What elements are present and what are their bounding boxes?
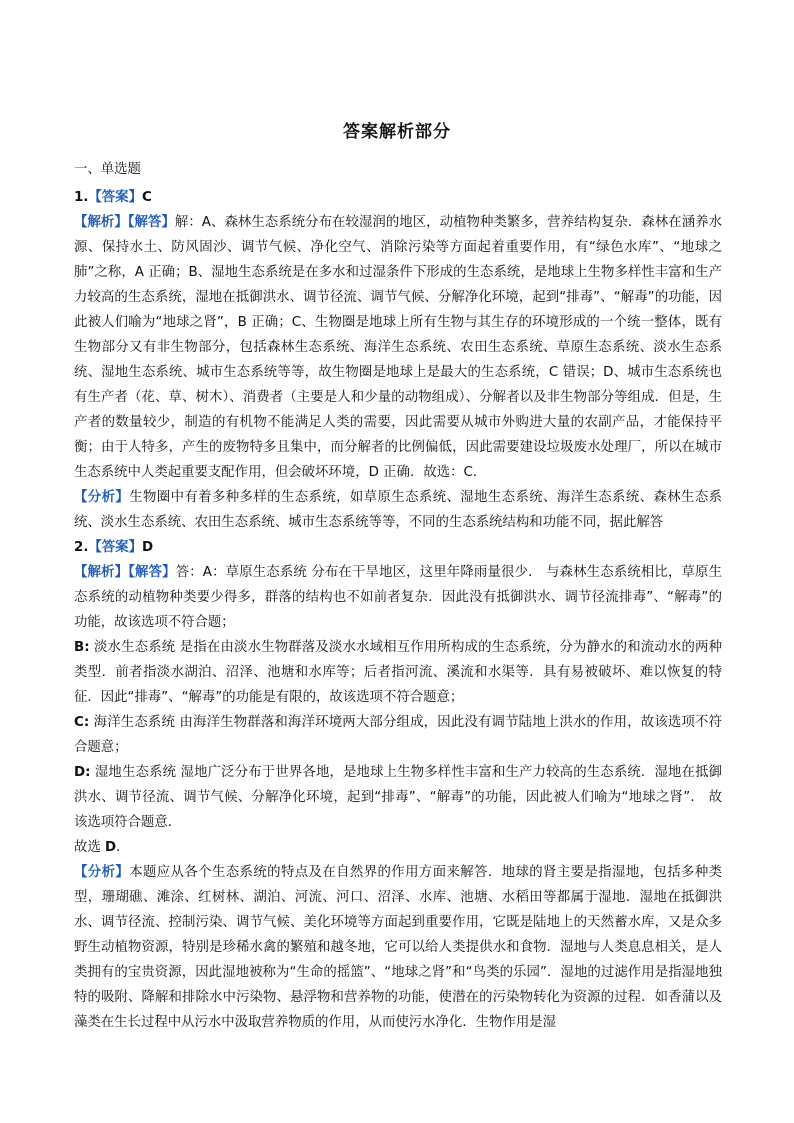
- document-body: [74, 157, 722, 1035]
- q2-conclusion: [74, 835, 722, 860]
- q1-analysis-tag: 【解析】: [74, 215, 128, 230]
- q1-analysis: [74, 210, 722, 485]
- q2-para-b-label: B:: [74, 640, 90, 655]
- q1-number: 1.: [74, 190, 89, 205]
- q1-fenxi-tag: 【分析】: [74, 490, 130, 505]
- q2-analysis-c: [74, 710, 722, 760]
- page-title: 答案解析部分: [343, 122, 451, 142]
- q2-analysis-d: [74, 760, 722, 835]
- q2-answer-tag: 【答案】: [88, 540, 142, 555]
- q2-analysis-b: [74, 635, 722, 710]
- q2-conclusion-suffix: ．: [116, 840, 130, 855]
- q2-para-c-label: C:: [74, 715, 90, 730]
- q1-fenxi-text: 生物圈中有着多种多样的生态系统，如草原生态系统、湿地生态系统、海洋生态系统、森林生态系统、淡水生态系统、农田生态系统、城市生态系统等等，不同的生态系统结构和功能不同，据此解答: [74, 490, 723, 530]
- q2-para-d-label: D:: [74, 765, 91, 780]
- q2-para-d: 湿地生态系统 湿地广泛分布于世界各地，是地球上生物多样性丰富和生产力较高的生态系统．湿地在抵御洪水、调节径流、调节气候、分解净化环境，起到“排毒”、“解毒”的功能，因此被人们喻为“地球之肾”． 故该选项符合题意．: [74, 765, 722, 830]
- q2-para-b: 淡水生态系统 是指在由淡水生物群落及淡水水域相互作用所构成的生态系统，分为静水的和流动水的两种类型．前者指淡水湖泊、沼泽、池塘和水库等；后者指河流、溪流和水渠等．具有易被破坏、难以恢复的特征．因此“排毒”、“解毒”的功能是有限的，故该选项不符合题意；: [74, 640, 722, 705]
- section-heading: 一、单选题: [74, 162, 141, 177]
- q2-analysis-a: [74, 560, 722, 635]
- q2-solve-tag: 【解答】: [128, 565, 176, 580]
- q1-answer-line: [74, 185, 722, 210]
- q2-conclusion-prefix: 故选: [74, 840, 106, 855]
- q2-para-a: 答：A：草原生态系统 分布在干旱地区，这里年降雨量很少． 与森林生态系统相比，草原生态系统的动植物种类要少得多，群落的结构也不如前者复杂．因此没有抵御洪水、调节径流排毒”、“解毒”的功能，故该选项不符合题；: [74, 565, 722, 630]
- q1-fenxi: [74, 485, 722, 535]
- q1-solve-tag: 【解答】: [127, 215, 175, 230]
- q2-para-c: 海洋生态系统 由海洋生物群落和海洋环境两大部分组成，因此没有调节陆地上洪水的作用，故该选项不符合题意；: [74, 715, 722, 755]
- q1-solve-text: 解：A、森林生态系统分布在较湿润的地区，动植物种类繁多，营养结构复杂．森林在涵养水源、保持水土、防风固沙、调节气候、净化空气、消除污染等方面起着重要作用，有“绿色水库”、“地球之肺”之称，A 正确；B、湿地生态系统是在多水和过湿条件下形成的生态系统，是地球上生物多样性丰富和生产力较高的生态系统，湿地在抵御洪水、调节径流、调节气候、分解净化环境，起到“排毒”、“解毒”的功能，因此被人们喻为“地球之肾”，B 正确；C、生物圈是地球上所有生物与其生存的环境形成的一个统一整体，既有生物部分又有非生物部分，包括森林生态系统、海洋生态系统、农田生态系统、草原生态系统、淡水生态系统、湿地生态系统、城市生态系统等等，故生物圈是地球上是最大的生态系统，C 错误；D、城市生态系统也有生产者（花、草、树木）、消费者（主要是人和少量的动物组成）、分解者以及非生物部分等组成．但是，生产者的数量较少，制造的有机物不能满足人类的需要，因此需要从城市外购进大量的农副产品，才能保持平衡；由于人特多，产生的废物特多且集中，而分解者的比例偏低，因此需要建设垃圾废水处理厂，所以在城市生态系统中人类起重要支配作用，但会破坏环境，D 正确．故选：C．: [74, 215, 722, 480]
- q2-conclusion-answer: D: [105, 840, 117, 855]
- q2-answer-line: [74, 535, 722, 560]
- q2-number: 2.: [74, 540, 89, 555]
- q2-answer: D: [141, 540, 154, 555]
- q1-answer-tag: 【答案】: [88, 190, 142, 205]
- q2-fenxi-text: 本题应从各个生态系统的特点及在自然界的作用方面来解答．地球的肾主要是指湿地，包括多种类型，珊瑚礁、滩涂、红树林、湖泊、河流、河口、沼泽、水库、池塘、水稻田等都属于湿地．湿地在抵御洪水、调节径流、控制污染、调节气候、美化环境等方面起到重要作用，它既是陆地上的天然蓄水库，又是众多野生动植物资源，特别是珍稀水禽的繁殖和越冬地，它可以给人类提供水和食物．湿地与人类息息相关，是人类拥有的宝贵资源，因此湿地被称为“生命的摇篮”、“地球之肾”和“鸟类的乐园”．湿地的过滤作用是指湿地独特的吸附、降解和排除水中污染物、悬浮物和营养物的功能，使潜在的污染物转化为资源的过程．如香蒲以及藻类在生长过程中从污水中汲取营养物质的作用，从而使污水净化．生物作用是湿: [74, 865, 723, 1030]
- q2-fenxi: [74, 860, 722, 1035]
- q2-fenxi-tag: 【分析】: [74, 865, 130, 880]
- q2-analysis-tag: 【解析】: [74, 565, 129, 580]
- q1-answer: C: [141, 190, 152, 205]
